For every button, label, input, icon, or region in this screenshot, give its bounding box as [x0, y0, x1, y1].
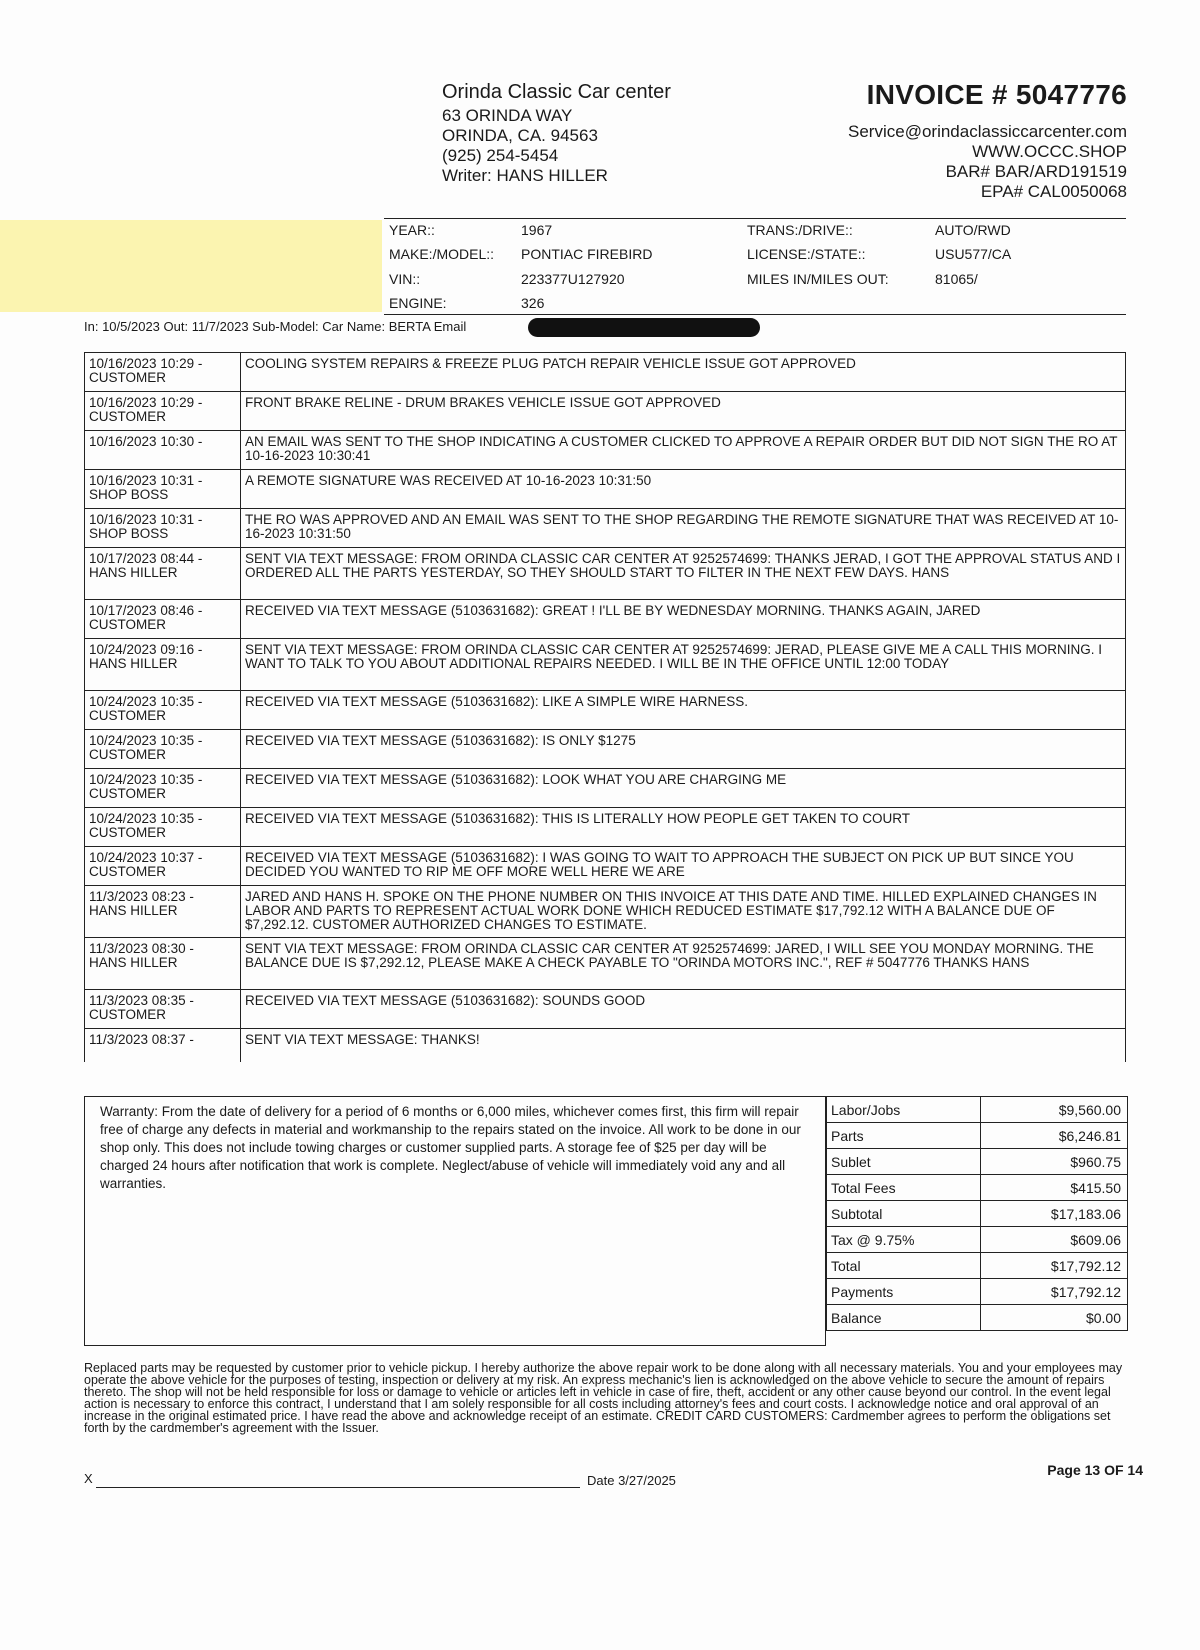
note-text: RECEIVED VIA TEXT MESSAGE (5103631682): SOUNDS GOOD — [241, 990, 1126, 1029]
shop-phone: (925) 254-5454 — [442, 146, 559, 165]
note-author: CUSTOMER — [89, 1007, 167, 1022]
signature-x: X — [84, 1471, 93, 1486]
note-timestamp — [85, 548, 241, 600]
bar-number: BAR# BAR/ARD191519 — [945, 162, 1127, 181]
in-out-dates: In: 10/5/2023 Out: 11/7/2023 Sub-Model: Car Name: BERTA Email — [84, 319, 467, 334]
note-datetime: 10/16/2023 10:29 - — [89, 356, 203, 371]
note-row — [85, 392, 1126, 431]
note-author: CUSTOMER — [89, 617, 167, 632]
note-timestamp — [85, 353, 241, 392]
note-timestamp — [85, 938, 241, 990]
note-datetime: 10/24/2023 10:35 - — [89, 772, 203, 787]
trans-label: TRANS:/DRIVE:: — [747, 222, 853, 238]
note-row — [85, 353, 1126, 392]
note-text: RECEIVED VIA TEXT MESSAGE (5103631682): LOOK WHAT YOU ARE CHARGING ME — [241, 769, 1126, 808]
note-text: SENT VIA TEXT MESSAGE: FROM ORINDA CLASSIC CAR CENTER AT 9252574699: JERAD, PLEASE GIVE ME A CALL THIS MORNING. I WANT TO TALK TO YOU ABOUT ADDITIONAL REPAIRS NEEDED. I WILL BE IN THE OFFICE UNTIL 12:00 TODAY — [241, 639, 1126, 691]
shop-city: ORINDA, CA. 94563 — [442, 126, 598, 145]
shop-address: 63 ORINDA WAY — [442, 106, 573, 125]
note-text: SENT VIA TEXT MESSAGE: FROM ORINDA CLASSIC CAR CENTER AT 9252574699: THANKS JERAD, I GOT THE APPROVAL STATUS AND I ORDERED ALL THE PARTS YESTERDAY, SO THEY SHOULD START TO FILTER IN THE NEXT FEW DAYS. HANS — [241, 548, 1126, 600]
totals-row — [827, 1305, 1128, 1331]
note-timestamp — [85, 1029, 241, 1062]
totals-row — [827, 1097, 1128, 1123]
note-timestamp — [85, 509, 241, 548]
totals-row — [827, 1201, 1128, 1227]
note-row — [85, 600, 1126, 639]
note-datetime: 10/24/2023 09:16 - — [89, 642, 203, 657]
miles-value: 81065/ — [935, 271, 978, 287]
signature-line — [96, 1487, 580, 1488]
note-text: JARED AND HANS H. SPOKE ON THE PHONE NUMBER ON THIS INVOICE AT THIS DATE AND TIME. HILLED EXPLAINED CHANGES IN LABOR AND PARTS TO REPRESENT ACTUAL WORK DONE WHICH REDUCED ESTIMATE $17,792.12 WITH A BALANCE DUE OF $7,292.12. CUSTOMER AUTHORIZED CHANGES TO ESTIMATE. — [241, 886, 1126, 938]
year-value: 1967 — [521, 222, 553, 238]
note-text: RECEIVED VIA TEXT MESSAGE (5103631682): I WAS GOING TO WAIT TO APPROACH THE SUBJECT ON PICK UP BUT SINCE YOU DECIDED YOU WANTED TO RIP ME OFF MORE WELL HERE WE ARE — [241, 847, 1126, 886]
page-number: Page 13 OF 14 — [1047, 1462, 1143, 1478]
note-author: SHOP BOSS — [89, 487, 169, 502]
engine-label: ENGINE: — [389, 295, 447, 311]
note-text: THE RO WAS APPROVED AND AN EMAIL WAS SENT TO THE SHOP REGARDING THE REMOTE SIGNATURE THAT WAS RECEIVED AT 10-16-2023 10:31:50 — [241, 509, 1126, 548]
note-timestamp — [85, 730, 241, 769]
note-text: AN EMAIL WAS SENT TO THE SHOP INDICATING A CUSTOMER CLICKED TO APPROVE A REPAIR ORDER BUT DID NOT SIGN THE RO AT 10-16-2023 10:30:41 — [241, 431, 1126, 470]
note-author: CUSTOMER — [89, 864, 167, 879]
note-text: RECEIVED VIA TEXT MESSAGE (5103631682): GREAT ! I'LL BE BY WEDNESDAY MORNING. THANKS AGAIN, JARED — [241, 600, 1126, 639]
invoice-number: INVOICE # 5047776 — [866, 79, 1127, 110]
totals-amount: $17,792.12 — [981, 1279, 1128, 1305]
note-timestamp — [85, 769, 241, 808]
note-author: HANS HILLER — [89, 903, 178, 918]
shop-email: Service@orindaclassiccarcenter.com — [848, 122, 1127, 141]
note-text: SENT VIA TEXT MESSAGE: THANKS! — [241, 1029, 1126, 1062]
shop-name: Orinda Classic Car center — [442, 81, 671, 103]
totals-label: Total — [827, 1253, 981, 1279]
redaction-bar — [528, 318, 760, 337]
note-text: COOLING SYSTEM REPAIRS & FREEZE PLUG PATCH REPAIR VEHICLE ISSUE GOT APPROVED — [241, 353, 1126, 392]
vin-label: VIN:: — [389, 271, 421, 287]
note-timestamp — [85, 639, 241, 691]
note-timestamp — [85, 990, 241, 1029]
make-value: PONTIAC FIREBIRD — [521, 246, 653, 262]
note-datetime: 10/16/2023 10:31 - — [89, 473, 203, 488]
totals-table — [826, 1096, 1128, 1331]
note-text: A REMOTE SIGNATURE WAS RECEIVED AT 10-16-2023 10:31:50 — [241, 470, 1126, 509]
totals-amount: $17,183.06 — [981, 1201, 1128, 1227]
highlighted-customer-block — [0, 220, 382, 312]
note-row — [85, 990, 1126, 1029]
note-datetime: 11/3/2023 08:35 - — [89, 993, 194, 1008]
vehicle-top-rule — [384, 218, 1126, 219]
note-row — [85, 847, 1126, 886]
totals-label: Payments — [827, 1279, 981, 1305]
note-text: FRONT BRAKE RELINE - DRUM BRAKES VEHICLE ISSUE GOT APPROVED — [241, 392, 1126, 431]
note-text: SENT VIA TEXT MESSAGE: FROM ORINDA CLASSIC CAR CENTER AT 9252574699: JARED, I WILL SEE YOU MONDAY MORNING. THE BALANCE DUE IS $7,292.12, PLEASE MAKE A CHECK PAYABLE TO "ORINDA MOTORS INC.", REF # 5047776 THANKS HANS — [241, 938, 1126, 990]
totals-label: Labor/Jobs — [827, 1097, 981, 1123]
year-label: YEAR:: — [389, 222, 435, 238]
vin-value: 223377U127920 — [521, 271, 625, 287]
engine-value: 326 — [521, 295, 545, 311]
totals-label: Parts — [827, 1123, 981, 1149]
note-row — [85, 470, 1126, 509]
note-row — [85, 730, 1126, 769]
note-timestamp — [85, 808, 241, 847]
note-datetime: 11/3/2023 08:30 - — [89, 941, 194, 956]
note-author: CUSTOMER — [89, 708, 167, 723]
totals-label: Tax @ 9.75% — [827, 1227, 981, 1253]
totals-amount: $960.75 — [981, 1149, 1128, 1175]
totals-row — [827, 1279, 1128, 1305]
note-timestamp — [85, 847, 241, 886]
invoice-info — [848, 78, 1127, 202]
totals-row — [827, 1227, 1128, 1253]
note-datetime: 10/24/2023 10:35 - — [89, 694, 203, 709]
note-author: CUSTOMER — [89, 409, 167, 424]
note-text: RECEIVED VIA TEXT MESSAGE (5103631682): THIS IS LITERALLY HOW PEOPLE GET TAKEN TO COURT — [241, 808, 1126, 847]
totals-row — [827, 1149, 1128, 1175]
note-datetime: 10/17/2023 08:46 - — [89, 603, 203, 618]
note-datetime: 10/24/2023 10:35 - — [89, 733, 203, 748]
note-row — [85, 639, 1126, 691]
note-text: RECEIVED VIA TEXT MESSAGE (5103631682): LIKE A SIMPLE WIRE HARNESS. — [241, 691, 1126, 730]
shop-website: WWW.OCCC.SHOP — [972, 142, 1127, 161]
license-label: LICENSE:/STATE:: — [747, 246, 866, 262]
note-row — [85, 431, 1126, 470]
note-timestamp — [85, 600, 241, 639]
note-text: RECEIVED VIA TEXT MESSAGE (5103631682): IS ONLY $1275 — [241, 730, 1126, 769]
note-datetime: 10/16/2023 10:30 - — [89, 434, 203, 449]
trans-value: AUTO/RWD — [935, 222, 1011, 238]
note-timestamp — [85, 691, 241, 730]
note-datetime: 10/16/2023 10:31 - — [89, 512, 203, 527]
totals-label: Total Fees — [827, 1175, 981, 1201]
miles-label: MILES IN/MILES OUT: — [747, 271, 889, 287]
note-row — [85, 548, 1126, 600]
totals-amount: $0.00 — [981, 1305, 1128, 1331]
totals-row — [827, 1175, 1128, 1201]
note-author: CUSTOMER — [89, 825, 167, 840]
note-datetime: 10/17/2023 08:44 - — [89, 551, 203, 566]
note-datetime: 10/24/2023 10:37 - — [89, 850, 203, 865]
totals-row — [827, 1123, 1128, 1149]
note-author: HANS HILLER — [89, 565, 178, 580]
note-author: SHOP BOSS — [89, 526, 169, 541]
license-value: USU577/CA — [935, 246, 1012, 262]
note-datetime: 10/24/2023 10:35 - — [89, 811, 203, 826]
note-author: CUSTOMER — [89, 747, 167, 762]
notes-table — [84, 352, 1126, 1062]
note-timestamp — [85, 431, 241, 470]
note-datetime: 10/16/2023 10:29 - — [89, 395, 203, 410]
note-timestamp — [85, 470, 241, 509]
epa-number: EPA# CAL0050068 — [980, 182, 1127, 201]
service-writer: Writer: HANS HILLER — [442, 166, 608, 185]
note-author: CUSTOMER — [89, 370, 167, 385]
note-row — [85, 808, 1126, 847]
note-author: HANS HILLER — [89, 656, 178, 671]
totals-amount: $9,560.00 — [981, 1097, 1128, 1123]
shop-info — [442, 80, 671, 186]
note-row — [85, 886, 1126, 938]
note-author: HANS HILLER — [89, 955, 178, 970]
warranty-text: Warranty: From the date of delivery for a period of 6 months or 6,000 miles, whichever comes first, this firm will repair free of charge any defects in material and workmanship to the repairs stated on the invoice. All work to be done in our shop only. This does not include towing charges or customer supplied parts. A storage fee of $25 per day will be charged 24 hours after notification that work is complete. Neglect/abuse of vehicle will immediately void any and all warranties. — [100, 1104, 801, 1191]
note-row — [85, 509, 1126, 548]
note-datetime: 11/3/2023 08:23 - — [89, 889, 194, 904]
totals-label: Balance — [827, 1305, 981, 1331]
totals-label: Subtotal — [827, 1201, 981, 1227]
note-author: CUSTOMER — [89, 786, 167, 801]
note-row — [85, 691, 1126, 730]
note-timestamp — [85, 392, 241, 431]
totals-amount: $609.06 — [981, 1227, 1128, 1253]
totals-label: Sublet — [827, 1149, 981, 1175]
totals-amount: $6,246.81 — [981, 1123, 1128, 1149]
note-row — [85, 769, 1126, 808]
note-row — [85, 1029, 1126, 1062]
authorization-fine-print: Replaced parts may be requested by customer prior to vehicle pickup. I hereby authorize the above repair work to be done along with all necessary materials. You and your employees may operate the above vehicle for the purposes of testing, inspection or delivery at my risk. An express mechanic's lien is acknowledged on the above vehicle to secure the amount of repairs thereto. The shop will not be held responsible for loss or damage to vehicle or articles left in vehicle in case of fire, theft, accident or any other cause beyond our control. In the event legal action is necessary to enforce this contract, I understand that I am solely responsible for all costs including attorney's fees and court costs. I acknowledge notice and oral approval of an increase in the original estimated price. I have read the above and acknowledge receipt of an estimate. CREDIT CARD CUSTOMERS: Cardmember agrees to perform the obligations set forth by the cardmember's agreement with the Issuer. — [84, 1361, 1123, 1435]
note-row — [85, 938, 1126, 990]
note-timestamp — [85, 886, 241, 938]
vehicle-bottom-rule — [384, 314, 1126, 315]
signature-date: Date 3/27/2025 — [587, 1473, 676, 1488]
note-datetime: 11/3/2023 08:37 - — [89, 1032, 194, 1047]
totals-amount: $415.50 — [981, 1175, 1128, 1201]
make-label: MAKE:/MODEL:: — [389, 246, 495, 262]
totals-row — [827, 1253, 1128, 1279]
totals-amount: $17,792.12 — [981, 1253, 1128, 1279]
